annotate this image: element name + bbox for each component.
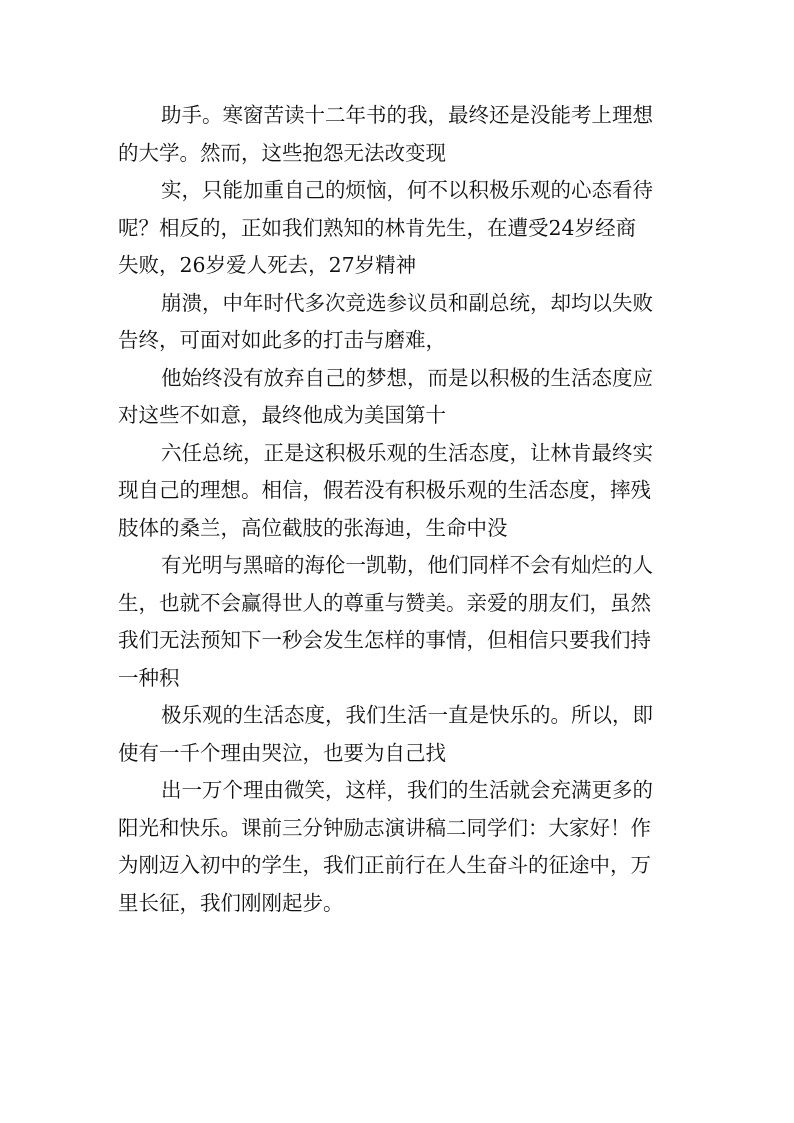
text-line: 肢体的桑兰，高位截肢的张海迪，生命中没: [118, 515, 508, 540]
text-line: 崩溃，中年时代多次竞选参议员和副总统，却均以失败: [161, 290, 653, 315]
paragraph-1: [118, 97, 678, 172]
text-line: 实，只能加重自己的烦恼，何不以积极乐观的心态看待: [161, 178, 653, 202]
paragraph-2: [118, 172, 678, 285]
text-line: 六任总统，正是这积极乐观的生活态度，让林肯最终实: [161, 440, 653, 465]
text-line: 助手。寒窗苦读十二年书的我，最终还是没能考上理想: [161, 103, 653, 127]
paragraph-5: [118, 435, 678, 548]
text-line: 对这些不如意，最终他成为美国第十: [118, 403, 446, 427]
text-line: 失败，26岁爱人死去，27岁精神: [118, 253, 417, 277]
text-line: 告终，可面对如此多的打击与磨难，: [118, 328, 446, 352]
text-line: 现自己的理想。相信，假若没有积极乐观的生活态度，摔残: [118, 478, 651, 502]
paragraph-4: [118, 360, 678, 435]
text-line: 他始终没有放弃自己的梦想，而是以积极的生活态度应: [161, 365, 653, 390]
text-line: 里长征，我们刚刚起步。: [118, 890, 344, 915]
text-line: 一种积: [118, 665, 180, 690]
paragraph-3: [118, 285, 678, 360]
text-line: 的大学。然而，这些抱怨无法改变现: [118, 140, 446, 165]
paragraph-8: [118, 772, 678, 922]
document-body: [118, 97, 678, 922]
paragraph-6: [118, 547, 678, 697]
text-line: 极乐观的生活态度，我们生活一直是快乐的。所以，即: [161, 703, 653, 727]
paragraph-7: [118, 697, 678, 772]
text-line: 呢？相反的，正如我们熟知的林肯先生，在遭受24岁经商: [118, 215, 637, 240]
text-line: 出一万个理由微笑，这样，我们的生活就会充满更多的: [161, 778, 653, 802]
text-line: 为刚迈入初中的学生，我们正前行在人生奋斗的征途中，万: [118, 853, 651, 877]
text-line: 有光明与黑暗的海伦一凯勒，他们同样不会有灿烂的人: [161, 553, 653, 577]
text-line: 阳光和快乐。课前三分钟励志演讲稿二同学们：大家好！作: [118, 815, 651, 840]
text-line: 我们无法预知下一秒会发生怎样的事情，但相信只要我们持: [118, 628, 651, 652]
text-line: 使有一千个理由哭泣，也要为自己找: [118, 740, 446, 765]
text-line: 生，也就不会赢得世人的尊重与赞美。亲爱的朋友们，虽然: [118, 590, 651, 615]
